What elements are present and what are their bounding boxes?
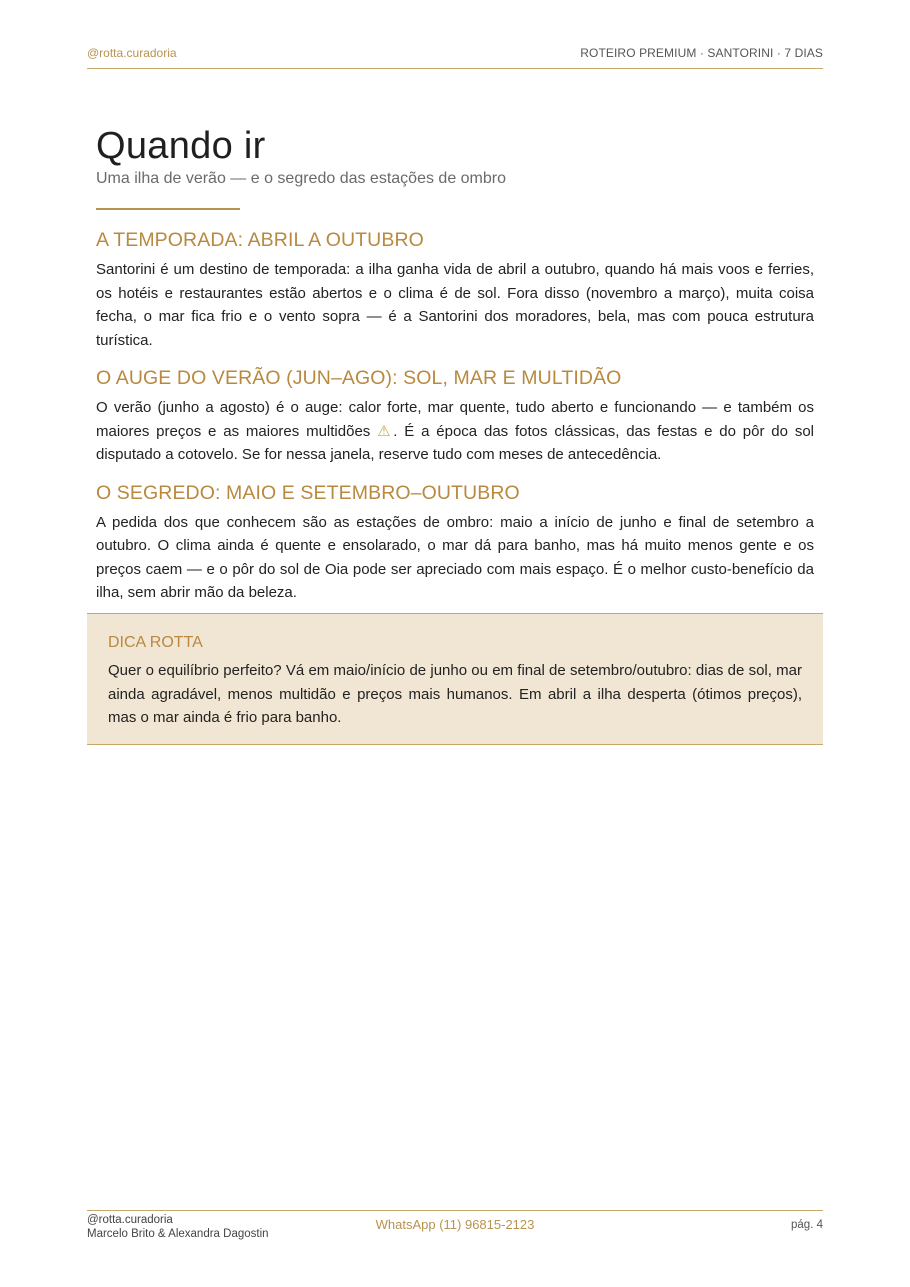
page-number: pág. 4 (791, 1219, 823, 1231)
section-text (96, 396, 814, 467)
section-auge-verao (96, 366, 814, 467)
page-title: Quando ir (96, 125, 266, 167)
page-header (87, 46, 823, 69)
section-heading: A TEMPORADA: ABRIL A OUTUBRO (96, 229, 424, 251)
tip-text: Quer o equilíbrio perfeito? Vá em maio/início de junho ou em final de setembro/outubro: dias de sol, mar ainda agradável, menos multidão e preços mais humanos. Em abril a ilha desperta (ótimos preços), mas o mar ainda é frio para banho. (108, 662, 802, 726)
section-text: A pedida dos que conhecem são as estações de ombro: maio a início de junho e final de setembro a outubro. O clima ainda é quente e ensolarado, o mar dá para banho, mas há muito menos gente e os preços caem — e o pôr do sol de Oia pode ser apreciado com mais espaço. É o melhor custo-benefício da ilha, sem abrir mão da beleza. (96, 513, 814, 601)
page-subtitle: Uma ilha de verão — e o segredo das estações de ombro (96, 170, 507, 187)
section-text-part: . É a época das fotos clássicas, das festas e do pôr do sol disputado a cotovelo. Se for nessa janela, reserve tudo com meses de antecedência. (96, 422, 814, 463)
section-text: Santorini é um destino de temporada: a ilha ganha vida de abril a outubro, quando há mais voos e ferries, os hotéis e restaurantes estão abertos e o clima é de sol. Fora disso (novembro a março), muita coisa fecha, o mar fica frio e o vento sopra — é a Santorini dos moradores, bela, mas com pouca estrutura turística. (96, 261, 814, 349)
section-heading: O SEGREDO: MAIO E SETEMBRO–OUTUBRO (96, 481, 520, 504)
warning-icon: ⚠ (377, 422, 394, 440)
header-handle: @rotta.curadoria (87, 46, 177, 60)
page-footer (87, 1210, 823, 1251)
footer-handle: @rotta.curadoria (87, 1214, 173, 1226)
title-divider (96, 208, 240, 210)
footer-authors: Marcelo Brito & Alexandra Dagostin (87, 1228, 269, 1240)
section-text-part: O verão (junho a agosto) é o auge: calor forte, mar quente, tudo aberto e funcionando — e também os maiores preços e as maiores multidões (96, 399, 814, 440)
footer-whatsapp-contact: WhatsApp (11) 96815-2123 (375, 1217, 535, 1232)
tip-title: DICA ROTTA (108, 634, 203, 651)
section-segredo (96, 481, 814, 605)
section-heading: O AUGE DO VERÃO (JUN–AGO): SOL, MAR E MULTIDÃO (96, 367, 622, 389)
tip-callout (87, 613, 823, 745)
section-temporada (96, 228, 814, 352)
header-document-title: ROTEIRO PREMIUM · SANTORINI · 7 DIAS (580, 46, 823, 60)
main-content (96, 124, 814, 605)
